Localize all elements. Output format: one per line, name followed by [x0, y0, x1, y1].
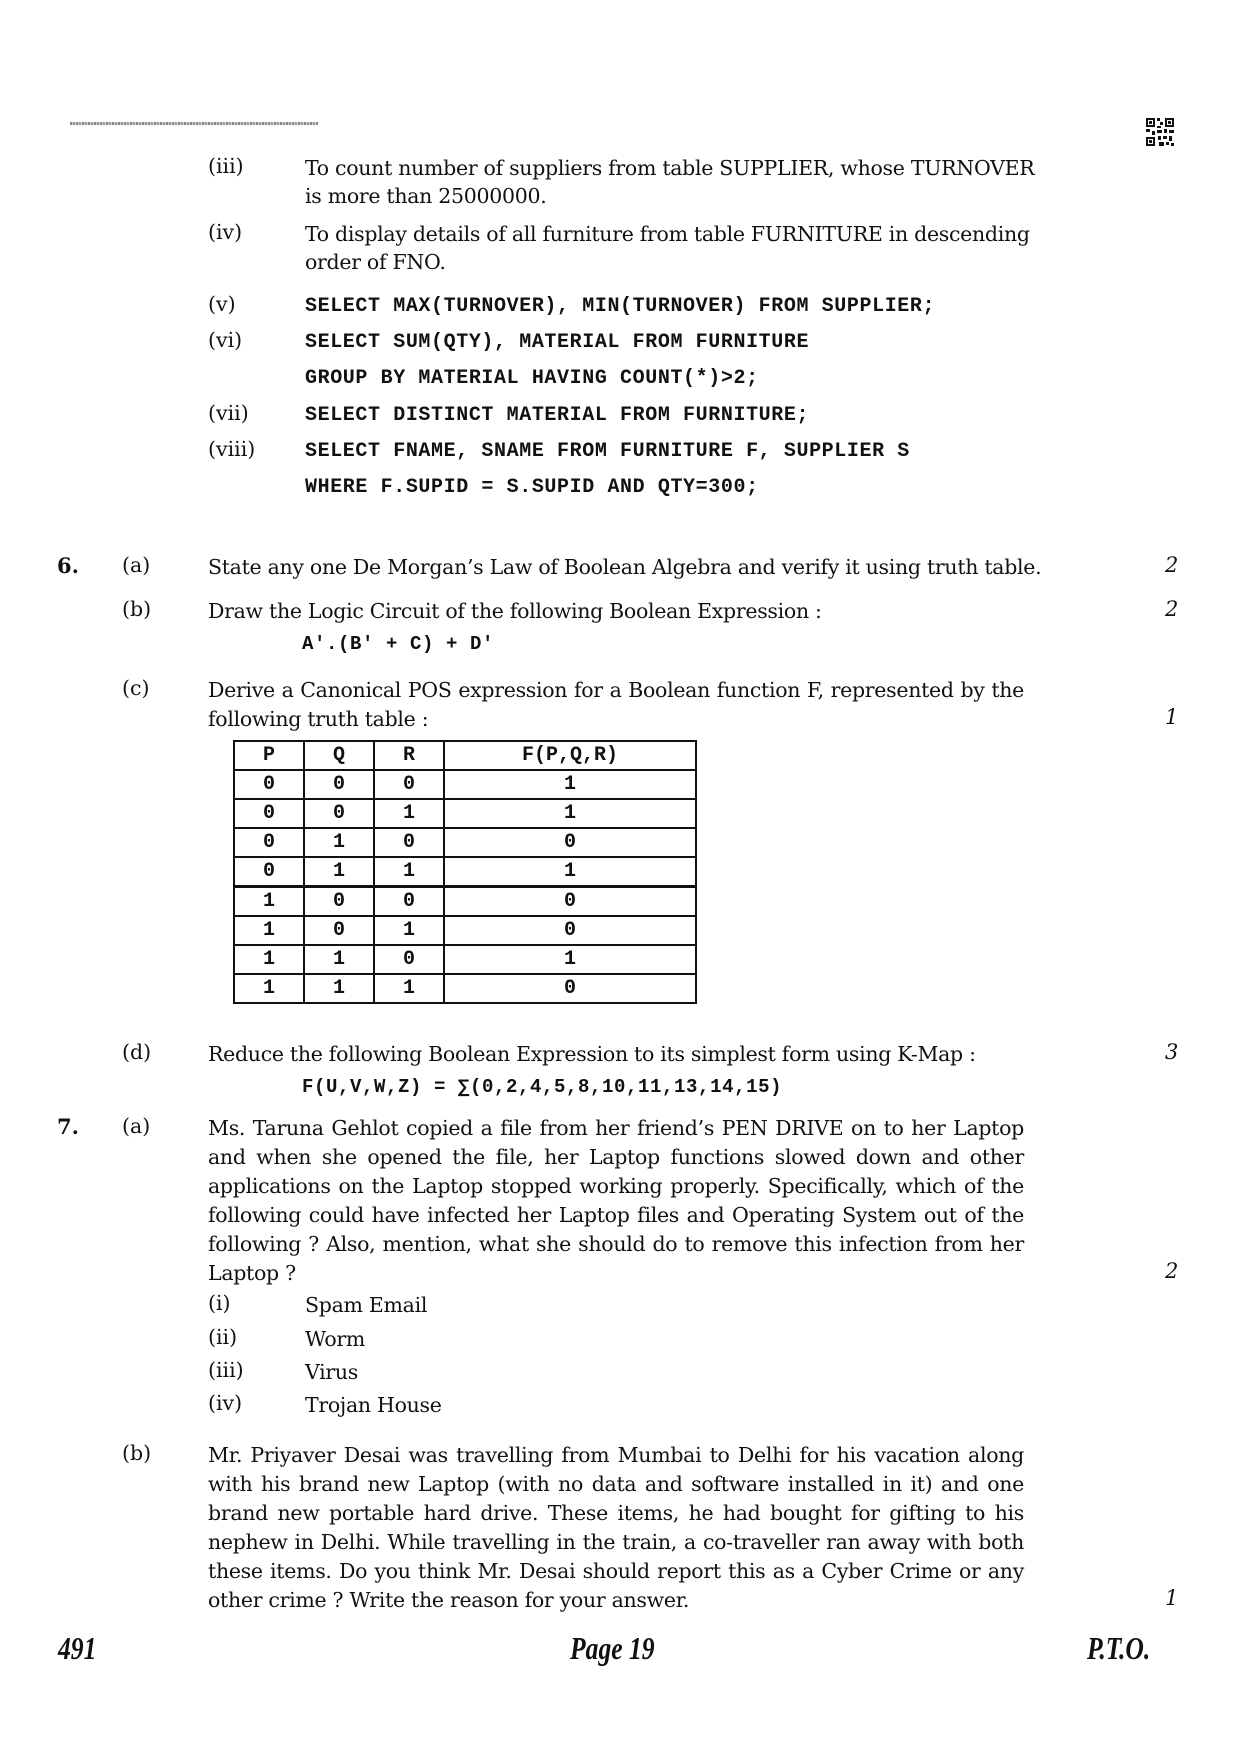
- table-cell: 1: [234, 887, 304, 917]
- question-text-line: Derive a Canonical POS expression for a Boolean function F, represented by the: [208, 678, 1024, 702]
- option-label: (i): [208, 1291, 231, 1315]
- table-cell: 1: [374, 916, 444, 945]
- part-label: (d): [122, 1040, 152, 1064]
- table-cell: 0: [304, 799, 374, 828]
- table-row: [234, 974, 696, 1003]
- part-label: (a): [122, 1114, 151, 1138]
- table-header-row: [234, 741, 696, 770]
- marks: 1: [1165, 705, 1179, 729]
- option-label: (iii): [208, 1358, 244, 1382]
- option-text: Virus: [305, 1360, 359, 1384]
- please-turn-over: P.T.O.: [1087, 1630, 1151, 1666]
- table-cell: 1: [234, 974, 304, 1003]
- table-cell: 0: [304, 887, 374, 917]
- table-cell: 1: [304, 857, 374, 887]
- table-cell: 0: [304, 770, 374, 799]
- column-header: Q: [304, 741, 374, 770]
- part-label: (iv): [208, 220, 243, 244]
- column-header: F(P,Q,R): [444, 741, 696, 770]
- question-text-line: and when she opened the file, her Laptop functions slowed down and other: [208, 1145, 1024, 1169]
- question-number: 7.: [57, 1114, 79, 1139]
- part-label: (a): [122, 553, 151, 577]
- table-row: [234, 857, 696, 887]
- table-row: [234, 887, 696, 917]
- table-row: [234, 945, 696, 974]
- table-cell: 0: [374, 770, 444, 799]
- header-scan-line: [70, 122, 318, 125]
- table-cell: 0: [234, 799, 304, 828]
- boolean-expression: F(U,V,W,Z) = ∑(0,2,4,5,8,10,11,13,14,15): [302, 1076, 783, 1098]
- sql-code-line: SELECT FNAME, SNAME FROM FURNITURE F, SUPPLIER S: [305, 440, 910, 463]
- table-cell: 0: [234, 770, 304, 799]
- boolean-expression: A′.(B′ + C) + D′: [302, 633, 495, 655]
- question-text-line: following truth table :: [208, 707, 429, 731]
- part-label: (b): [122, 1441, 152, 1465]
- question-text-line: nephew in Delhi. While travelling in the train, a co-traveller ran away with both: [208, 1530, 1024, 1554]
- question-text-line: following ? Also, mention, what she should do to remove this infection from her: [208, 1232, 1024, 1256]
- part-text-line: To count number of suppliers from table SUPPLIER, whose TURNOVER: [305, 156, 1035, 180]
- table-cell: 1: [444, 799, 696, 828]
- question-text-line: Ms. Taruna Gehlot copied a file from her friend’s PEN DRIVE on to her Laptop: [208, 1116, 1024, 1140]
- marks: 1: [1165, 1586, 1179, 1610]
- part-label: (b): [122, 597, 152, 621]
- part-label: (c): [122, 676, 150, 700]
- table-cell: 0: [374, 828, 444, 857]
- table-cell: 0: [374, 887, 444, 917]
- column-header: R: [374, 741, 444, 770]
- table-cell: 1: [304, 828, 374, 857]
- option-label: (ii): [208, 1325, 238, 1349]
- marks: 2: [1165, 597, 1179, 621]
- part-label: (v): [208, 292, 236, 316]
- question-text: Draw the Logic Circuit of the following Boolean Expression :: [208, 599, 822, 623]
- marks: 2: [1165, 1259, 1179, 1283]
- table-cell: 0: [234, 828, 304, 857]
- table-row: [234, 828, 696, 857]
- table-cell: 1: [374, 857, 444, 887]
- part-text-line: order of FNO.: [305, 250, 446, 274]
- question-number: 6.: [57, 553, 79, 578]
- sql-code-line: WHERE F.SUPID = S.SUPID AND QTY=300;: [305, 476, 759, 499]
- table-cell: 0: [444, 828, 696, 857]
- question-text: State any one De Morgan’s Law of Boolean Algebra and verify it using truth table.: [208, 555, 1042, 579]
- table-row: [234, 770, 696, 799]
- table-cell: 1: [444, 857, 696, 887]
- table-cell: 0: [444, 887, 696, 917]
- column-header: P: [234, 741, 304, 770]
- option-text: Spam Email: [305, 1293, 428, 1317]
- table-cell: 1: [444, 945, 696, 974]
- question-text-line: brand new portable hard drive. These items, he had bought for gifting to his: [208, 1501, 1024, 1525]
- question-text: Reduce the following Boolean Expression to its simplest form using K-Map :: [208, 1042, 976, 1066]
- marks: 2: [1165, 553, 1179, 577]
- table-row: [234, 799, 696, 828]
- question-text-line: other crime ? Write the reason for your answer.: [208, 1588, 690, 1612]
- sql-code-line: SELECT MAX(TURNOVER), MIN(TURNOVER) FROM SUPPLIER;: [305, 295, 936, 318]
- sql-code-line: SELECT SUM(QTY), MATERIAL FROM FURNITURE: [305, 331, 810, 354]
- page-number: Page 19: [570, 1630, 655, 1666]
- part-text-line: is more than 25000000.: [305, 184, 547, 208]
- question-text-line: Laptop ?: [208, 1261, 296, 1285]
- option-label: (iv): [208, 1391, 243, 1415]
- part-label: (vi): [208, 328, 243, 352]
- table-cell: 1: [234, 916, 304, 945]
- sql-code-line: SELECT DISTINCT MATERIAL FROM FURNITURE;: [305, 404, 810, 427]
- truth-table: [233, 740, 697, 1004]
- part-label: (viii): [208, 437, 256, 461]
- table-cell: 1: [374, 974, 444, 1003]
- table-cell: 0: [304, 916, 374, 945]
- table-cell: 0: [234, 857, 304, 887]
- table-cell: 0: [444, 916, 696, 945]
- option-text: Trojan House: [305, 1393, 442, 1417]
- option-text: Worm: [305, 1327, 366, 1351]
- table-cell: 0: [374, 945, 444, 974]
- table-cell: 1: [234, 945, 304, 974]
- question-text-line: following could have infected her Laptop files and Operating System out of the: [208, 1203, 1024, 1227]
- qr-code-icon: [1145, 117, 1175, 147]
- table-cell: 1: [304, 974, 374, 1003]
- part-text-line: To display details of all furniture from table FURNITURE in descending: [305, 222, 1030, 246]
- table-row: [234, 916, 696, 945]
- question-text-line: Mr. Priyaver Desai was travelling from Mumbai to Delhi for his vacation along: [208, 1443, 1024, 1467]
- sql-code-line: GROUP BY MATERIAL HAVING COUNT(*)>2;: [305, 367, 759, 390]
- marks: 3: [1165, 1040, 1179, 1064]
- table-cell: 1: [304, 945, 374, 974]
- paper-code: 491: [58, 1630, 97, 1666]
- question-text-line: applications on the Laptop stopped working properly. Specifically, which of the: [208, 1174, 1024, 1198]
- part-label: (iii): [208, 154, 244, 178]
- question-text-line: with his brand new Laptop (with no data and software installed in it) and one: [208, 1472, 1024, 1496]
- table-cell: 0: [444, 974, 696, 1003]
- question-text-line: these items. Do you think Mr. Desai should report this as a Cyber Crime or any: [208, 1559, 1024, 1583]
- table-cell: 1: [374, 799, 444, 828]
- table-cell: 1: [444, 770, 696, 799]
- part-label: (vii): [208, 401, 249, 425]
